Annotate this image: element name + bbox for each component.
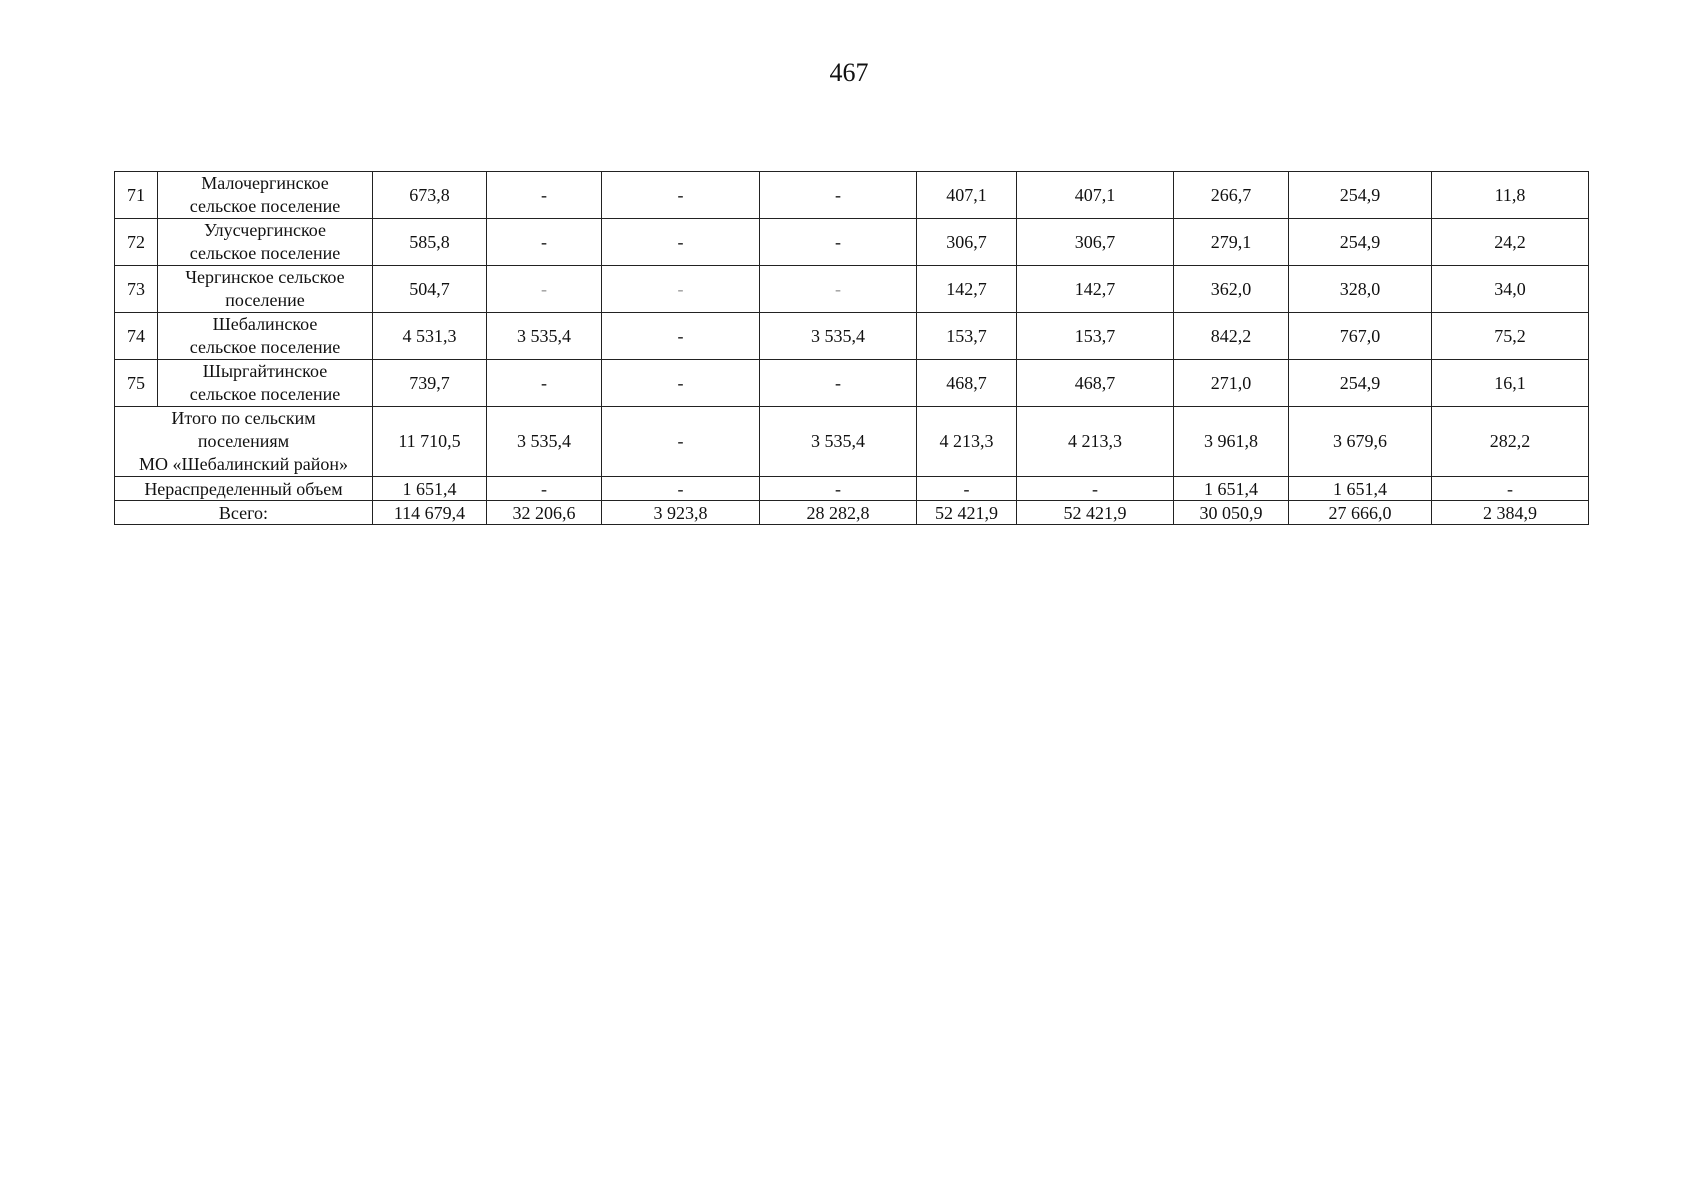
value-cell: 11 710,5 [373, 407, 487, 477]
value-cell: - [487, 360, 602, 407]
value-cell: - [917, 477, 1017, 501]
label-line: Итого по сельским [171, 408, 316, 428]
budget-distribution-table [114, 171, 1589, 525]
value-cell: - [487, 219, 602, 266]
settlement-name [158, 313, 373, 360]
value-cell: - [602, 172, 760, 219]
value-cell: 16,1 [1432, 360, 1589, 407]
value-cell: 1 651,4 [1289, 477, 1432, 501]
table-row [115, 313, 1589, 360]
value-cell: - [602, 219, 760, 266]
value-cell: 673,8 [373, 172, 487, 219]
value-cell: 2 384,9 [1432, 501, 1589, 525]
value-cell: 3 535,4 [487, 407, 602, 477]
unallocated-label: Нераспределенный объем [115, 477, 373, 501]
table-row [115, 266, 1589, 313]
value-cell: 266,7 [1174, 172, 1289, 219]
value-cell: 52 421,9 [1017, 501, 1174, 525]
value-cell: 153,7 [1017, 313, 1174, 360]
value-cell: - [487, 477, 602, 501]
table-body [115, 172, 1589, 525]
value-cell: - [1432, 477, 1589, 501]
value-cell: 739,7 [373, 360, 487, 407]
label-line: Улусчергинское [203, 220, 327, 240]
value-cell: 842,2 [1174, 313, 1289, 360]
value-cell: 279,1 [1174, 219, 1289, 266]
value-cell: 32 206,6 [487, 501, 602, 525]
label-line: поселениям [197, 431, 290, 451]
subtotal-row [115, 407, 1589, 477]
row-number: 74 [115, 313, 158, 360]
value-cell: - [760, 219, 917, 266]
row-number: 73 [115, 266, 158, 313]
total-label: Всего: [115, 501, 373, 525]
value-cell: 30 050,9 [1174, 501, 1289, 525]
value-cell: 407,1 [1017, 172, 1174, 219]
settlement-name [158, 266, 373, 313]
label-line: Малочергинское [201, 173, 329, 193]
value-cell: 3 535,4 [760, 407, 917, 477]
value-cell: 4 213,3 [1017, 407, 1174, 477]
value-cell: - [760, 477, 917, 501]
value-cell: 254,9 [1289, 219, 1432, 266]
label-line: сельское поселение [189, 384, 341, 404]
value-cell: 75,2 [1432, 313, 1589, 360]
unallocated-row [115, 477, 1589, 501]
table-row [115, 360, 1589, 407]
value-cell: 3 961,8 [1174, 407, 1289, 477]
value-cell: 3 535,4 [760, 313, 917, 360]
value-cell: 34,0 [1432, 266, 1589, 313]
value-cell: 142,7 [1017, 266, 1174, 313]
label-line: поселение [225, 290, 305, 310]
value-cell: 24,2 [1432, 219, 1589, 266]
value-cell: 407,1 [917, 172, 1017, 219]
value-cell: 1 651,4 [373, 477, 487, 501]
value-cell: - [760, 172, 917, 219]
value-cell: 4 531,3 [373, 313, 487, 360]
settlement-name [158, 219, 373, 266]
value-cell: - [1017, 477, 1174, 501]
subtotal-label [115, 407, 373, 477]
value-cell: 254,9 [1289, 360, 1432, 407]
value-cell: 11,8 [1432, 172, 1589, 219]
value-cell: 3 535,4 [487, 313, 602, 360]
value-cell: 362,0 [1174, 266, 1289, 313]
value-cell: 282,2 [1432, 407, 1589, 477]
value-cell: - [602, 360, 760, 407]
value-cell: - [602, 313, 760, 360]
table-row [115, 219, 1589, 266]
value-cell: - [602, 266, 760, 313]
value-cell: 27 666,0 [1289, 501, 1432, 525]
value-cell: - [487, 172, 602, 219]
value-cell: 142,7 [917, 266, 1017, 313]
value-cell: 3 923,8 [602, 501, 760, 525]
value-cell: 468,7 [917, 360, 1017, 407]
value-cell: 767,0 [1289, 313, 1432, 360]
row-number: 72 [115, 219, 158, 266]
value-cell: - [602, 477, 760, 501]
value-cell: 306,7 [917, 219, 1017, 266]
value-cell: - [487, 266, 602, 313]
value-cell: 468,7 [1017, 360, 1174, 407]
value-cell: 271,0 [1174, 360, 1289, 407]
value-cell: 254,9 [1289, 172, 1432, 219]
page-number: 467 [829, 58, 869, 87]
settlement-name [158, 172, 373, 219]
label-line: сельское поселение [189, 243, 341, 263]
value-cell: 114 679,4 [373, 501, 487, 525]
table-row [115, 172, 1589, 219]
value-cell: 504,7 [373, 266, 487, 313]
value-cell: 585,8 [373, 219, 487, 266]
label-line: МО «Шебалинский район» [139, 454, 348, 474]
label-line: Чергинское сельское [185, 267, 345, 287]
value-cell: 1 651,4 [1174, 477, 1289, 501]
value-cell: 4 213,3 [917, 407, 1017, 477]
total-row [115, 501, 1589, 525]
value-cell: 52 421,9 [917, 501, 1017, 525]
value-cell: - [602, 407, 760, 477]
value-cell: - [760, 360, 917, 407]
value-cell: 153,7 [917, 313, 1017, 360]
settlement-name [158, 360, 373, 407]
label-line: Шыргайтинское [202, 361, 328, 381]
value-cell: 3 679,6 [1289, 407, 1432, 477]
value-cell: 306,7 [1017, 219, 1174, 266]
label-line: сельское поселение [189, 196, 341, 216]
value-cell: - [760, 266, 917, 313]
label-line: сельское поселение [189, 337, 341, 357]
row-number: 71 [115, 172, 158, 219]
value-cell: 28 282,8 [760, 501, 917, 525]
row-number: 75 [115, 360, 158, 407]
value-cell: 328,0 [1289, 266, 1432, 313]
label-line: Шебалинское [212, 314, 318, 334]
